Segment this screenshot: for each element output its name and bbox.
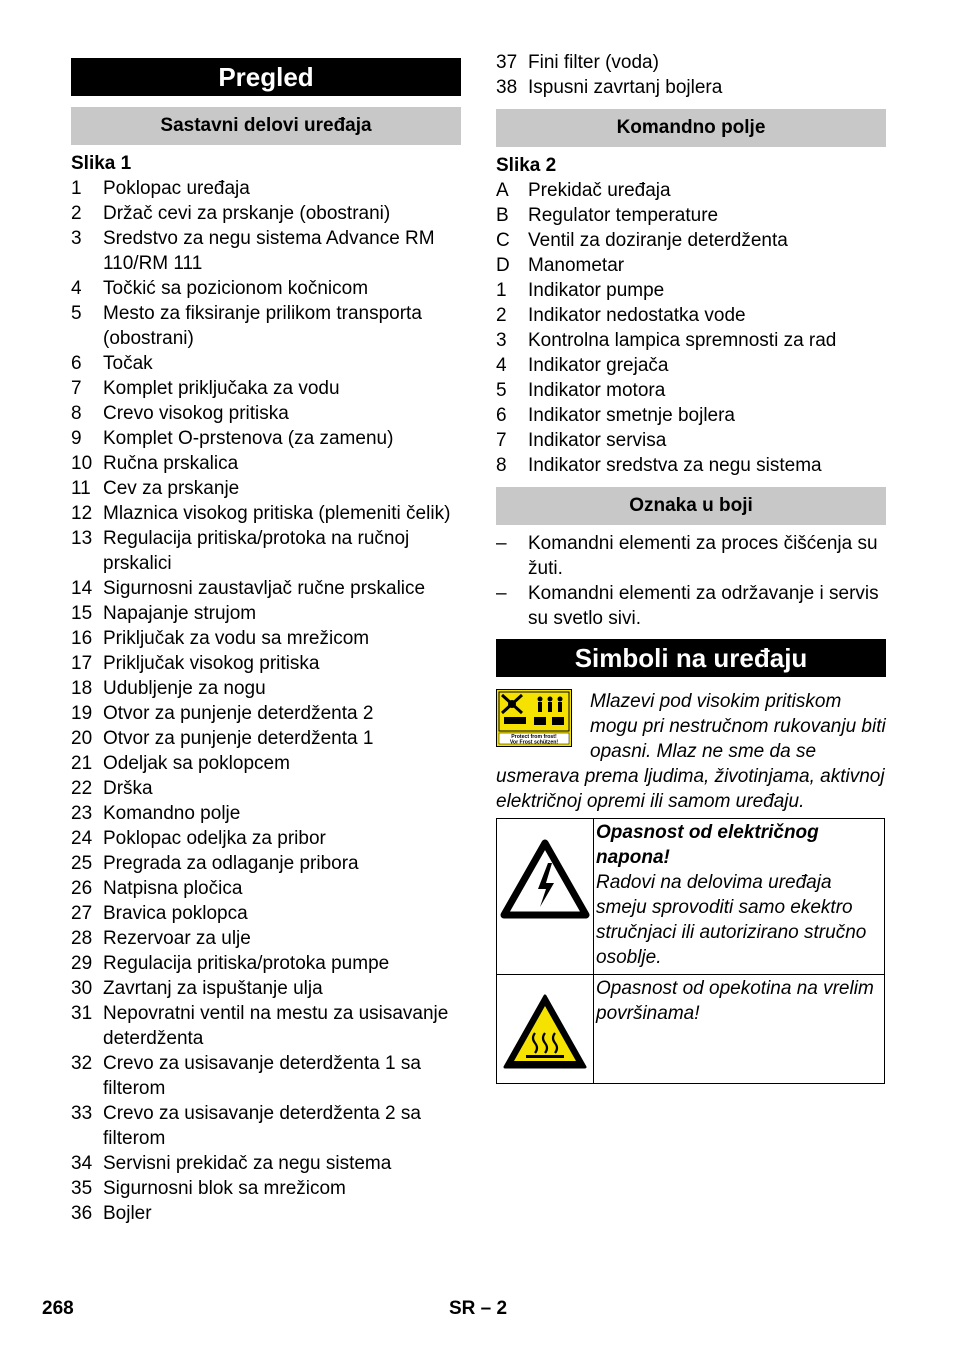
electric-hazard-text: Radovi na delovima uređaja smeju sprovoditi samo ekektro stručnjaci ili autorizirano stručno osoblje. (596, 872, 867, 968)
component-item (71, 276, 461, 301)
list-item-text: Mesto za fiksiranje prilikom transporta (obostrani) (103, 303, 422, 349)
list-item-text: Manometar (528, 255, 625, 276)
control-panel-item (496, 228, 886, 253)
list-item-text: Bravica poklopca (103, 903, 248, 924)
list-item-text: Regulacija pritiska/protoka pumpe (103, 953, 390, 974)
right-column (496, 50, 886, 1084)
list-item-number: 19 (71, 703, 93, 724)
control-panel-item (496, 428, 886, 453)
language-page-label: SR – 2 (449, 1298, 508, 1319)
list-item-text: Otvor za punjenje deterdženta 1 (103, 728, 374, 749)
list-item-number: 28 (71, 928, 93, 949)
list-item-text: Kontrolna lampica spremnosti za rad (528, 330, 837, 351)
list-item-text: Indikator sredstva za negu sistema (528, 455, 822, 476)
control-panel-item (496, 453, 886, 478)
list-item-number: B (496, 205, 509, 226)
color-coding-item (496, 531, 886, 581)
list-item-text: Točak (103, 353, 153, 374)
component-item (71, 751, 461, 776)
list-item-number: 21 (71, 753, 93, 774)
list-item-text: Crevo visokog pritiska (103, 403, 289, 424)
component-item (71, 651, 461, 676)
list-item-number: 30 (71, 978, 93, 999)
list-item-number: 27 (71, 903, 93, 924)
hot-surface-icon (502, 993, 588, 1071)
component-item (71, 1001, 461, 1051)
high-pressure-warning (496, 689, 886, 814)
list-item-number: 34 (71, 1153, 93, 1174)
components-list (71, 176, 461, 1226)
symbol-row-hot-surface (497, 975, 885, 1084)
control-panel-item (496, 178, 886, 203)
list-item-number: 11 (71, 478, 91, 499)
list-item-text: Ventil za doziranje deterdženta (528, 230, 788, 251)
component-item (71, 1101, 461, 1151)
list-item-number: 31 (71, 1003, 93, 1024)
component-item (71, 201, 461, 226)
list-item-number: 24 (71, 828, 93, 849)
component-item (71, 1051, 461, 1101)
list-item-text: Sigurnosni blok sa mrežicom (103, 1178, 346, 1199)
component-item (71, 976, 461, 1001)
list-item-number: 4 (496, 355, 507, 376)
list-item-text: Indikator motora (528, 380, 666, 401)
component-item (71, 776, 461, 801)
list-item-number: 2 (71, 203, 82, 224)
control-panel-item (496, 203, 886, 228)
list-item-number: 3 (496, 330, 507, 351)
list-item-number: 9 (71, 428, 82, 449)
component-item (71, 601, 461, 626)
list-item-text: Indikator grejača (528, 355, 669, 376)
component-item (71, 926, 461, 951)
dash-bullet: – (496, 583, 507, 604)
list-item-text: Poklopac odeljka za pribor (103, 828, 326, 849)
list-item-text: Indikator nedostatka vode (528, 305, 746, 326)
electric-hazard-icon (500, 839, 590, 919)
list-item-text: Odeljak sa poklopcem (103, 753, 290, 774)
list-item-number: 20 (71, 728, 93, 749)
list-item-text: Ispusni zavrtanj bojlera (528, 77, 723, 98)
section-title-symbols: Simboli na uređaju (496, 639, 886, 677)
component-item (71, 576, 461, 601)
component-item (71, 401, 461, 426)
list-item-text: Crevo za usisavanje deterdženta 2 sa filterom (103, 1103, 421, 1149)
list-item-number: 5 (496, 380, 507, 401)
control-panel-item (496, 378, 886, 403)
list-item-text: Natpisna pločica (103, 878, 243, 899)
list-item-number: 35 (71, 1178, 93, 1199)
list-item-number: 16 (71, 628, 93, 649)
list-item-number: 22 (71, 778, 93, 799)
symbols-table (496, 818, 885, 1084)
component-item (71, 801, 461, 826)
list-item-number: 1 (496, 280, 507, 301)
electric-hazard-title: Opasnost od električnog napona! (596, 822, 819, 868)
list-item-number: 23 (71, 803, 93, 824)
list-item-number: A (496, 180, 509, 201)
list-item-number: 25 (71, 853, 93, 874)
component-item (71, 501, 461, 526)
component-item (71, 876, 461, 901)
list-item-text: Servisni prekidač za negu sistema (103, 1153, 392, 1174)
dash-bullet: – (496, 533, 507, 554)
list-item-text: Pregrada za odlaganje pribora (103, 853, 359, 874)
list-item-number: 12 (71, 503, 93, 524)
symbol-row-electric (497, 819, 885, 975)
component-item (71, 901, 461, 926)
list-item-number: 38 (496, 77, 518, 98)
component-item (71, 376, 461, 401)
list-item-number: C (496, 230, 510, 251)
components-list-continued (496, 50, 886, 100)
component-item (71, 676, 461, 701)
list-item-number: 18 (71, 678, 93, 699)
list-item-number: 6 (496, 405, 507, 426)
list-item-text: Poklopac uređaja (103, 178, 250, 199)
component-item (71, 176, 461, 201)
list-item-text: Ručna prskalica (103, 453, 239, 474)
list-item-text: Sredstvo za negu sistema Advance RM 110/RM 111 (103, 228, 435, 274)
component-item (71, 851, 461, 876)
list-item-text: Komandno polje (103, 803, 241, 824)
list-item-number: 8 (71, 403, 82, 424)
component-item (71, 526, 461, 576)
component-item (71, 726, 461, 751)
list-item-text: Mlaznica visokog pritiska (plemeniti čelik) (103, 503, 451, 524)
left-column (71, 50, 461, 1226)
list-item-number: 32 (71, 1053, 93, 1074)
svg-text:Protect from frost!: Protect from frost! (511, 734, 557, 740)
list-item-text: Držač cevi za prskanje (obostrani) (103, 203, 391, 224)
list-item-number: 3 (71, 228, 82, 249)
component-item (496, 75, 886, 100)
control-panel-list (496, 178, 886, 478)
list-item-number: 5 (71, 303, 82, 324)
hot-surface-text: Opasnost od opekotina na vrelim površinama! (596, 978, 874, 1024)
list-item-number: 8 (496, 455, 507, 476)
list-item-text: Komplet priključaka za vodu (103, 378, 340, 399)
list-item-number: 37 (496, 52, 518, 73)
list-item-number: 15 (71, 603, 93, 624)
list-item-number: 26 (71, 878, 93, 899)
component-item (71, 701, 461, 726)
list-item-text: Točkić sa pozicionom kočnicom (103, 278, 369, 299)
subheading-color-coding: Oznaka u boji (496, 487, 886, 525)
list-item-number: 10 (71, 453, 93, 474)
control-panel-item (496, 353, 886, 378)
color-coding-item (496, 581, 886, 631)
component-item (71, 351, 461, 376)
list-item-text: Rezervoar za ulje (103, 928, 251, 949)
component-item (71, 426, 461, 451)
list-item-text: Komplet O-prstenova (za zamenu) (103, 428, 394, 449)
svg-text:Vor Frost schützen!: Vor Frost schützen! (509, 739, 559, 746)
color-coding-text: Komandni elementi za održavanje i servis su svetlo sivi. (528, 583, 879, 629)
component-item (71, 226, 461, 276)
list-item-text: Indikator servisa (528, 430, 667, 451)
component-item (71, 301, 461, 351)
subheading-control-panel: Komandno polje (496, 109, 886, 147)
subheading-components: Sastavni delovi uređaja (71, 107, 461, 145)
list-item-text: Nepovratni ventil na mestu za usisavanje deterdženta (103, 1003, 449, 1049)
figure-label-2: Slika 2 (496, 155, 557, 176)
component-item (71, 476, 461, 501)
list-item-number: 33 (71, 1103, 93, 1124)
list-item-text: Sigurnosni zaustavljač ručne prskalice (103, 578, 426, 599)
control-panel-item (496, 328, 886, 353)
list-item-text: Napajanje strujom (103, 603, 257, 624)
component-item (71, 1201, 461, 1226)
list-item-number: 6 (71, 353, 82, 374)
list-item-number: 17 (71, 653, 93, 674)
component-item (71, 451, 461, 476)
list-item-text: Fini filter (voda) (528, 52, 659, 73)
list-item-text: Indikator pumpe (528, 280, 665, 301)
list-item-number: 7 (71, 378, 82, 399)
list-item-number: 1 (71, 178, 82, 199)
component-item (71, 826, 461, 851)
list-item-text: Udubljenje za nogu (103, 678, 266, 699)
list-item-text: Regulator temperature (528, 205, 719, 226)
warning-text: Mlazevi pod visokim pritiskom mogu pri nestručnom rukovanju biti opasni. Mlaz ne sme da se usmerava prema ljudima, životinjama, aktivnoj električnoj opremi ili samom uređaju. (496, 691, 886, 812)
list-item-number: 4 (71, 278, 82, 299)
control-panel-item (496, 403, 886, 428)
list-item-text: Otvor za punjenje deterdženta 2 (103, 703, 374, 724)
list-item-number: 13 (71, 528, 93, 549)
list-item-text: Priključak visokog pritiska (103, 653, 320, 674)
component-item (71, 951, 461, 976)
component-item (71, 1176, 461, 1201)
list-item-number: D (496, 255, 510, 276)
color-coding-text: Komandni elementi za proces čišćenja su žuti. (528, 533, 878, 579)
control-panel-item (496, 278, 886, 303)
list-item-text: Priključak za vodu sa mrežicom (103, 628, 370, 649)
list-item-text: Indikator smetnje bojlera (528, 405, 735, 426)
list-item-text: Zavrtanj za ispuštanje ulja (103, 978, 323, 999)
color-coding-list (496, 531, 886, 631)
page-number: 268 (42, 1298, 74, 1319)
list-item-number: 14 (71, 578, 93, 599)
list-item-number: 29 (71, 953, 93, 974)
list-item-text: Crevo za usisavanje deterdženta 1 sa filterom (103, 1053, 421, 1099)
list-item-text: Regulacija pritiska/protoka na ručnoj prskalici (103, 528, 410, 574)
list-item-text: Bojler (103, 1203, 152, 1224)
list-item-text: Cev za prskanje (103, 478, 240, 499)
list-item-text: Drška (103, 778, 153, 799)
control-panel-item (496, 253, 886, 278)
list-item-number: 7 (496, 430, 507, 451)
control-panel-item (496, 303, 886, 328)
section-title-overview: Pregled (71, 58, 461, 96)
list-item-number: 2 (496, 305, 507, 326)
high-pressure-warning-label-icon (496, 689, 572, 747)
figure-label-1: Slika 1 (71, 153, 132, 174)
list-item-text: Prekidač uređaja (528, 180, 671, 201)
component-item (71, 1151, 461, 1176)
component-item (71, 626, 461, 651)
component-item (496, 50, 886, 75)
list-item-number: 36 (71, 1203, 93, 1224)
